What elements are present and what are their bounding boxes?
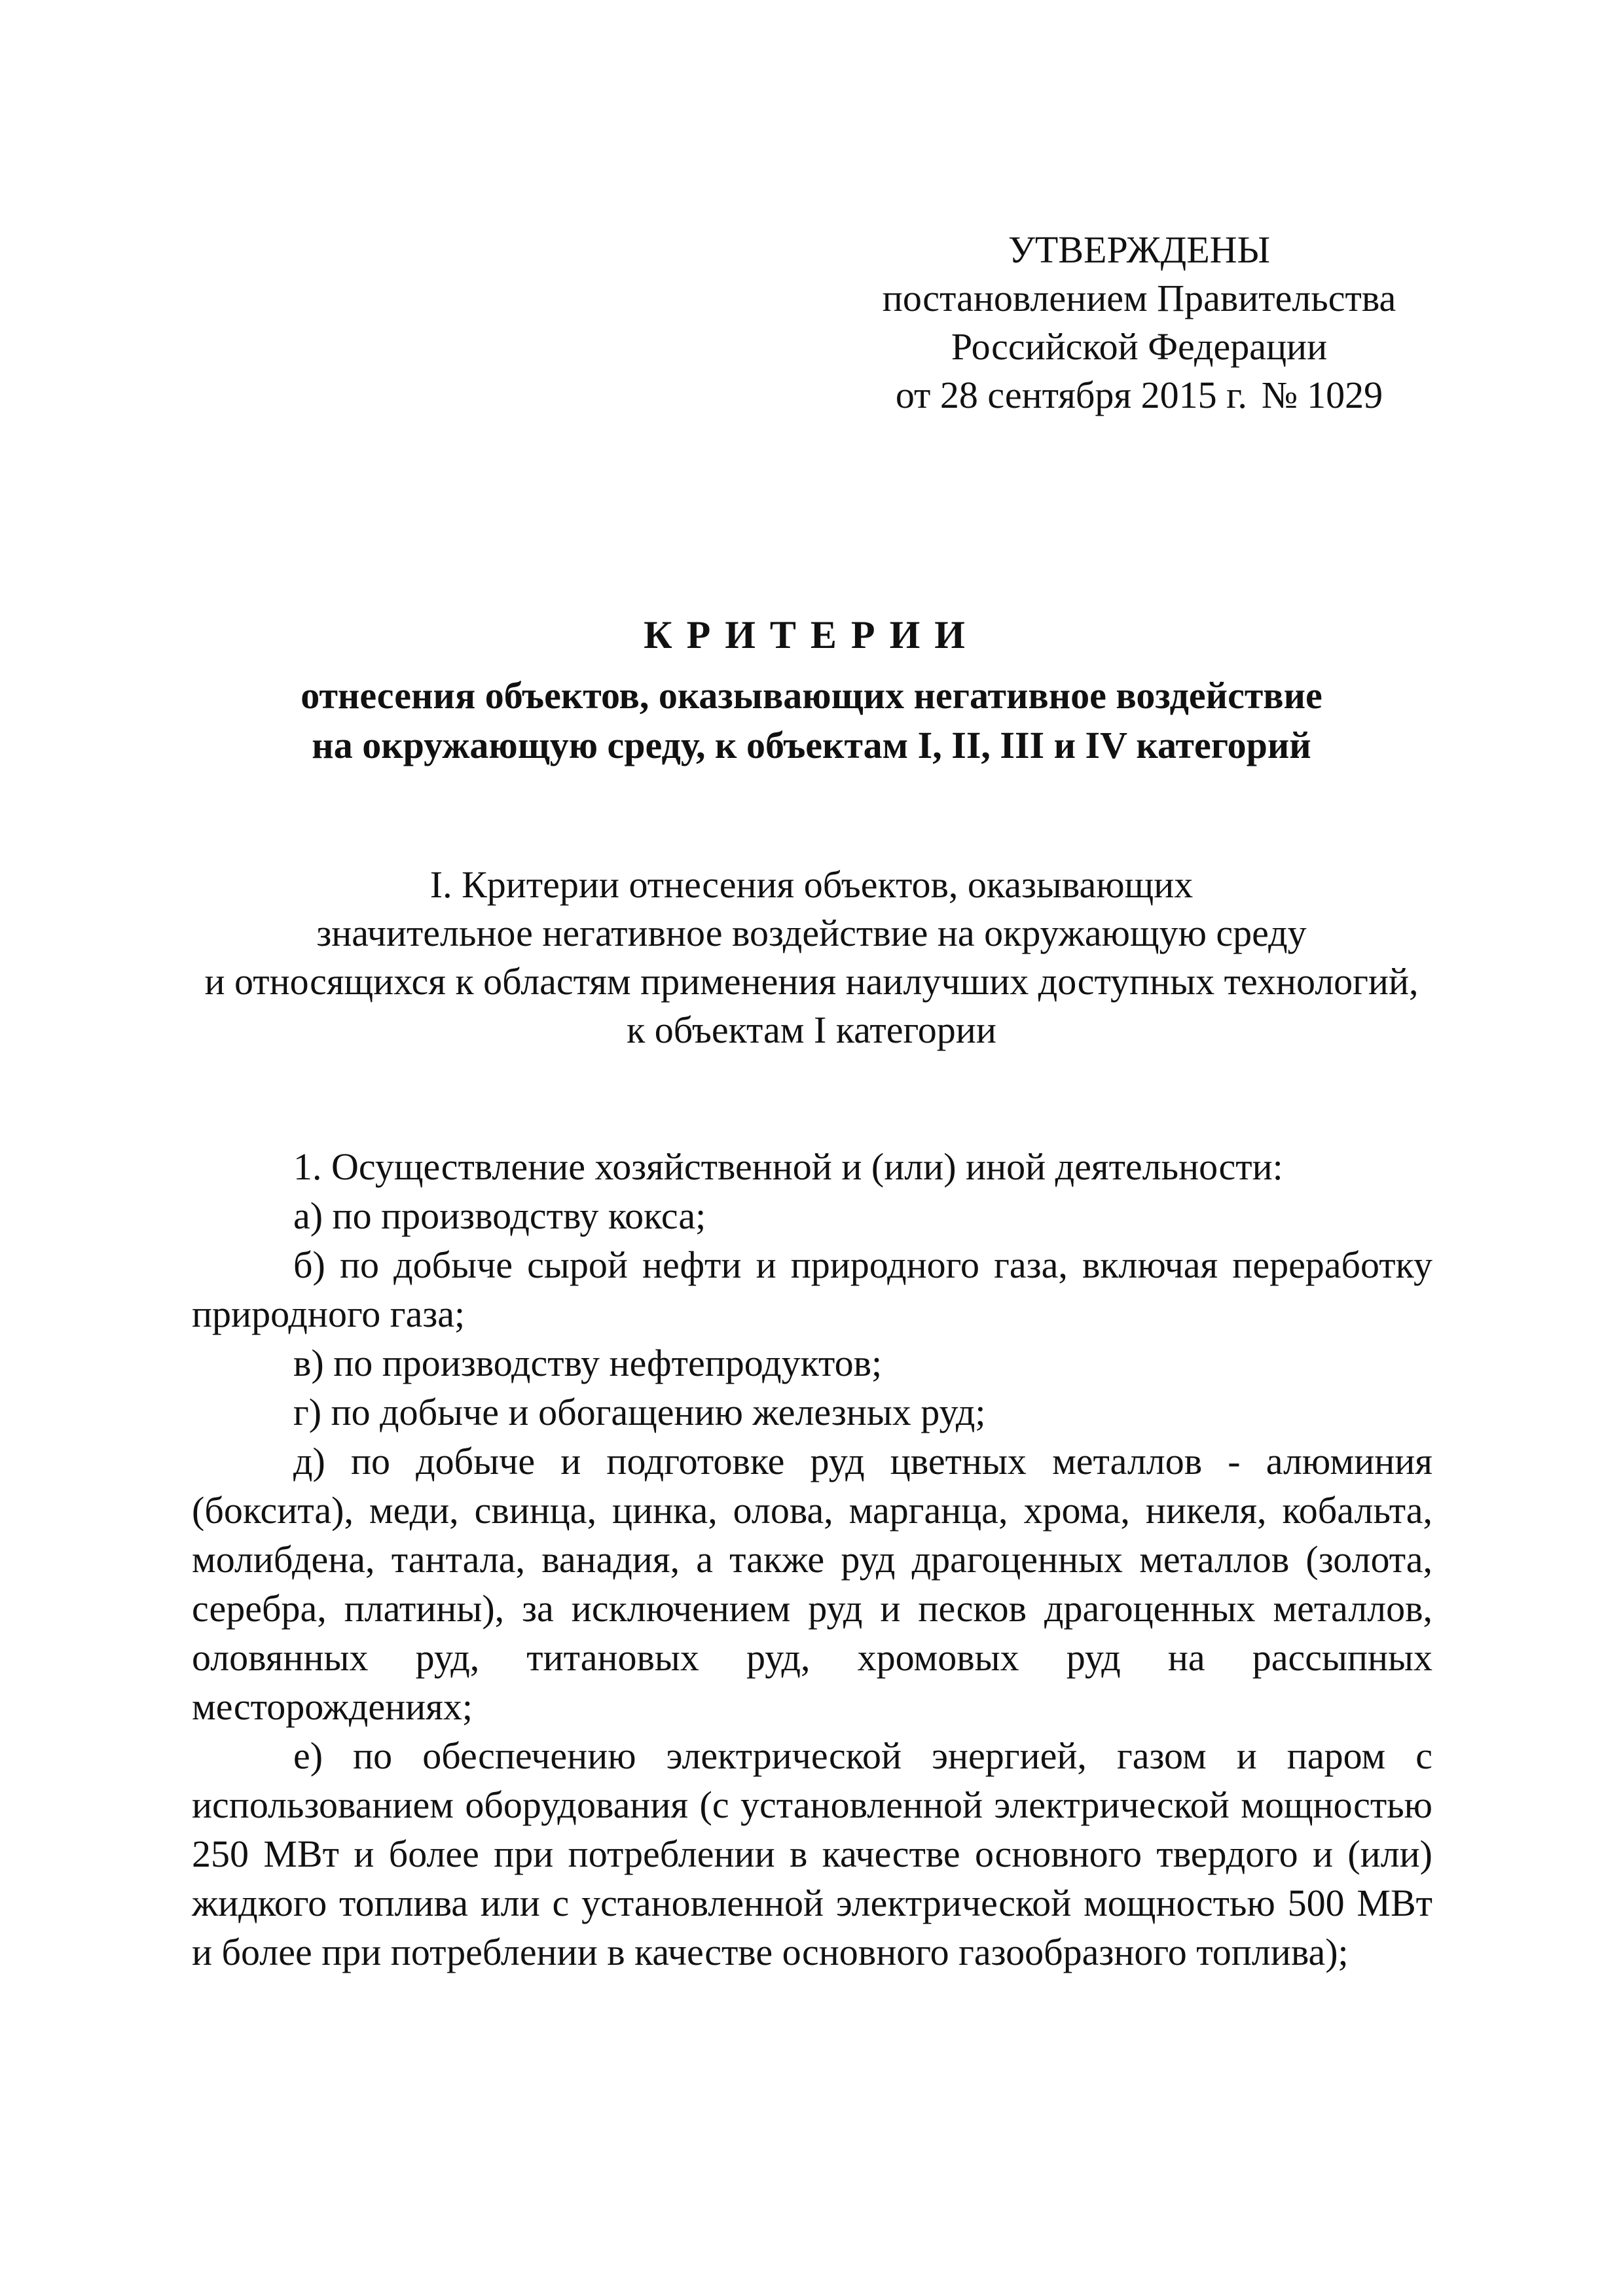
approval-date-number: [845, 371, 1434, 420]
section-heading-line: к объектам I категории: [627, 1009, 996, 1051]
body-text: [192, 1142, 1432, 1977]
paragraph-item-g: г) по добыче и обогащению железных руд;: [293, 1391, 986, 1433]
section-heading-line: и относящихся к областям применения наилучших доступных технологий,: [204, 960, 1419, 1003]
paragraph-item-1: 1. Осуществление хозяйственной и (или) иной деятельности:: [293, 1145, 1283, 1188]
subtitle-line: на окружающую среду, к объектам I, II, III и IV категорий: [312, 724, 1311, 766]
paragraph-item-d: д) по добыче и подготовке руд цветных металлов - алюминия (боксита), меди, свинца, цинка, олова, марганца, хрома, никеля, кобальта, молибдена, тантала, ванадия, а также руд драгоценных металлов (золота, серебра, платины), за исключением руд и песков драгоценных металлов, оловянных руд, титановых руд, хромовых руд на рассыпных месторождениях;: [192, 1440, 1432, 1728]
approval-authority-country: Российской Федерации: [951, 325, 1328, 368]
document-title: КРИТЕРИИ: [644, 613, 979, 656]
approval-authority: постановлением Правительства: [882, 277, 1396, 319]
paragraph-item-v: в) по производству нефтепродуктов;: [293, 1342, 883, 1384]
subtitle-line: отнесения объектов, оказывающих негативное воздействие: [301, 674, 1322, 717]
approval-date: от 28 сентября 2015 г.: [895, 374, 1247, 416]
paragraph-item-b: б) по добыче сырой нефти и природного газа, включая переработку природного газа;: [192, 1244, 1432, 1335]
document-subtitle: [0, 671, 1623, 770]
paragraph-item-e: е) по обеспечению электрической энергией, газом и паром с использованием оборудования (с установленной электрической мощностью 250 МВт и более при потреблении в качестве основного твердого и (или) жидкого топлива или с установленной электрической мощностью 500 МВт и более при потреблении в качестве основного газообразного топлива);: [192, 1734, 1432, 1973]
section-heading-line: I. Критерии отнесения объектов, оказывающих: [429, 863, 1194, 906]
number-sign: №: [1261, 374, 1298, 416]
approval-block: [845, 226, 1434, 420]
section-heading-line: значительное негативное воздействие на окружающую среду: [316, 912, 1307, 954]
paragraph-item-a: а) по производству кокса;: [293, 1194, 706, 1237]
decree-number: 1029: [1307, 374, 1383, 416]
approval-status: УТВЕРЖДЕНЫ: [1008, 228, 1271, 271]
section-heading: [0, 861, 1623, 1054]
